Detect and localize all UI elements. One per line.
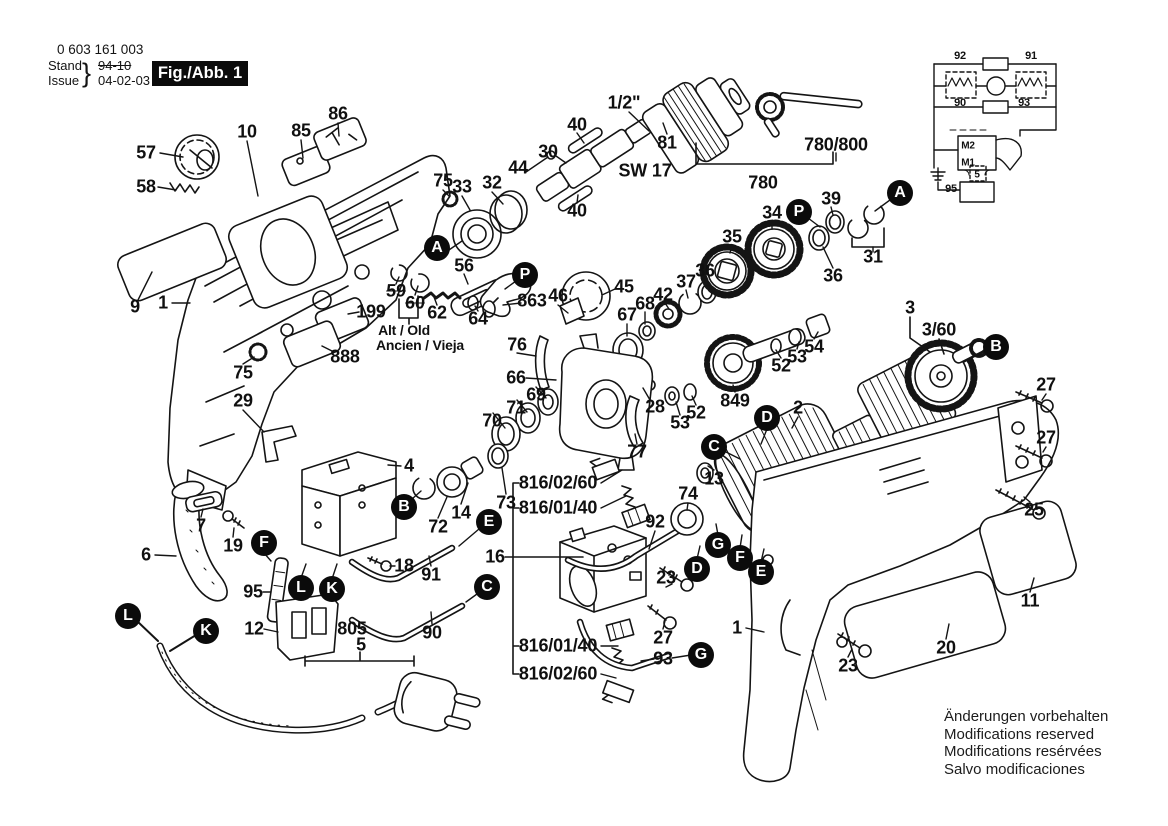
part-label-M2: M2 <box>961 140 975 152</box>
part-label-52: 52 <box>771 355 791 376</box>
label-plate-20 <box>841 568 1009 682</box>
callout-A: A <box>424 235 450 261</box>
part-label-35: 35 <box>722 226 742 247</box>
part-label-72: 72 <box>428 516 448 537</box>
callout-F: F <box>251 530 277 556</box>
part-label-40: 40 <box>567 114 587 135</box>
part-label-199: 199 <box>356 301 386 322</box>
callout-C: C <box>701 434 727 460</box>
bushing-53b <box>665 387 679 405</box>
part-label-74: 74 <box>678 483 698 504</box>
part-label-10: 10 <box>237 121 257 142</box>
part-label-46: 46 <box>548 285 568 306</box>
part-label-31: 31 <box>863 246 883 267</box>
gear-34 <box>748 223 800 275</box>
part-label-68: 68 <box>635 293 655 314</box>
part-label-95: 95 <box>945 183 957 195</box>
part-label-6: 6 <box>141 544 151 565</box>
bracket-alt-old <box>399 296 418 324</box>
part-label-12: 12 <box>244 618 264 639</box>
circlip-31a <box>848 218 868 238</box>
callout-E: E <box>476 509 502 535</box>
gear-35 <box>703 247 751 295</box>
part-label-805: 805 <box>337 618 367 639</box>
part-label-5: 5 <box>974 169 980 181</box>
part-label-3: 3 <box>905 297 915 318</box>
callout-E: E <box>748 559 774 585</box>
part-label-91: 91 <box>1025 50 1037 62</box>
part-label-780: 780 <box>748 172 778 193</box>
part-label-90: 90 <box>422 622 442 643</box>
part-label-816-01-40: 816/01/40 <box>518 635 598 656</box>
bearing-42 <box>656 302 680 326</box>
ring-52b <box>684 384 696 400</box>
part-label-11: 11 <box>1020 590 1040 611</box>
part-label-40: 40 <box>567 200 587 221</box>
bearing-72 <box>437 467 467 497</box>
switch-4 <box>302 452 396 556</box>
bushing-54 <box>805 313 831 339</box>
wire-L-lead <box>137 621 158 641</box>
part-label-Alt-Old: Alt / Old <box>378 322 430 338</box>
wire-91 <box>352 548 452 579</box>
part-label-32: 32 <box>482 172 502 193</box>
part-label-42: 42 <box>653 284 673 305</box>
part-label-888: 888 <box>330 346 360 367</box>
part-label-SW-17: SW 17 <box>618 160 672 181</box>
document-number: 0 603 161 003 <box>57 42 144 57</box>
part-label-76: 76 <box>507 334 527 355</box>
callout-K: K <box>193 618 219 644</box>
part-label-57: 57 <box>136 142 156 163</box>
bearing-bracket <box>998 396 1042 482</box>
spring-62 <box>424 293 460 298</box>
brush-clip-bottom <box>601 681 634 708</box>
part-label-92: 92 <box>645 511 665 532</box>
part-label-36: 36 <box>823 265 843 286</box>
part-label-20: 20 <box>936 637 956 658</box>
part-label-18: 18 <box>394 555 414 576</box>
part-label-67: 67 <box>617 304 637 325</box>
circlip-60 <box>411 274 429 292</box>
callout-D: D <box>754 405 780 431</box>
old-date-crossed-out: 94-10 <box>98 58 132 73</box>
part-label-90: 90 <box>954 97 966 109</box>
part-label-33: 33 <box>452 176 472 197</box>
part-label-64: 64 <box>468 308 488 329</box>
part-label-16: 16 <box>485 546 505 567</box>
chuck-key <box>757 92 862 138</box>
part-label-14: 14 <box>451 502 471 523</box>
callout-L: L <box>288 575 314 601</box>
wire-90 <box>352 606 462 639</box>
part-label-7: 7 <box>196 515 206 536</box>
part-label-95: 95 <box>243 581 263 602</box>
note-en: Modifications reserved <box>944 725 1095 743</box>
part-label-36: 36 <box>695 260 715 281</box>
callout-D: D <box>684 556 710 582</box>
issue-date: 04-02-03 <box>98 73 151 88</box>
part-label-85: 85 <box>291 120 311 141</box>
part-label-92: 92 <box>954 50 966 62</box>
part-label-19: 19 <box>223 535 243 556</box>
modification-notes <box>944 708 1108 778</box>
callout-P: P <box>786 199 812 225</box>
stand-issue-labels <box>48 58 82 88</box>
part-label-Ancien-Vieja: Ancien / Vieja <box>376 337 464 353</box>
part-label-816-02-60: 816/02/60 <box>518 472 598 493</box>
callout-K: K <box>319 576 345 602</box>
part-label-23: 23 <box>838 655 858 676</box>
bushing-68 <box>639 322 655 340</box>
screw-27-center <box>648 605 676 629</box>
part-label-59: 59 <box>385 280 407 301</box>
part-label-863: 863 <box>517 290 547 311</box>
part-label-73: 73 <box>496 492 516 513</box>
note-de: Änderungen vorbehalten <box>944 708 1109 725</box>
brush-holder-12 <box>276 594 338 660</box>
part-label-13: 13 <box>704 468 724 489</box>
part-label-44: 44 <box>508 157 528 178</box>
part-label-1: 1 <box>158 292 168 313</box>
callout-B: B <box>983 334 1009 360</box>
part-label-93: 93 <box>1018 97 1030 109</box>
brush-cap-top <box>622 504 650 527</box>
clamp-76 <box>536 336 549 390</box>
part-label-27: 27 <box>1036 374 1056 395</box>
callout-G: G <box>688 642 714 668</box>
part-label-28: 28 <box>645 396 665 417</box>
drill-chuck <box>638 59 764 179</box>
callout-C: C <box>474 574 500 600</box>
stand-label: Stand <box>48 58 82 73</box>
part-label-37: 37 <box>676 271 696 292</box>
part-label-69: 69 <box>526 384 546 405</box>
ball-44 <box>547 151 555 159</box>
part-label-66: 66 <box>506 367 526 388</box>
figure-label: Fig./Abb. 1 <box>152 61 248 86</box>
part-label-77: 77 <box>627 441 647 462</box>
part-label-3-60: 3/60 <box>921 319 957 340</box>
wire-K-lead <box>170 635 196 651</box>
callout-F: F <box>727 545 753 571</box>
part-label-93: 93 <box>653 648 673 669</box>
part-label-4: 4 <box>404 455 414 476</box>
part-label-816-02-60: 816/02/60 <box>518 663 598 684</box>
label-plate-86 <box>312 116 368 162</box>
part-label-1: 1 <box>732 617 742 638</box>
screw-18 <box>368 557 391 571</box>
brush-cap-bottom <box>606 619 633 641</box>
part-label-54: 54 <box>804 336 824 357</box>
part-label-5: 5 <box>356 634 366 655</box>
callout-B: B <box>391 494 417 520</box>
part-label-23: 23 <box>656 567 676 588</box>
part-label-M1: M1 <box>961 157 975 169</box>
part-label-75: 75 <box>433 170 453 191</box>
part-label-56: 56 <box>454 255 474 276</box>
part-label-816-01-40: 816/01/40 <box>518 497 598 518</box>
issue-label: Issue <box>48 73 80 88</box>
part-label-30: 30 <box>538 141 558 162</box>
callout-A: A <box>887 180 913 206</box>
part-label-91: 91 <box>421 564 441 585</box>
part-label-27: 27 <box>1036 427 1056 448</box>
part-label-52: 52 <box>686 402 706 423</box>
part-label-81: 81 <box>657 132 677 153</box>
callout-P: P <box>512 262 538 288</box>
note-es: Salvo modificaciones <box>944 760 1085 778</box>
part-label-70: 70 <box>482 410 502 431</box>
part-label-39: 39 <box>821 188 841 209</box>
bracket-29 <box>262 426 296 462</box>
part-label-29: 29 <box>233 390 253 411</box>
power-cord <box>160 646 404 730</box>
bracket-816 <box>513 483 519 674</box>
part-label-71: 71 <box>506 397 526 418</box>
bushing-13 <box>697 463 713 483</box>
part-label-25: 25 <box>1024 499 1044 520</box>
mains-plug <box>391 670 483 740</box>
part-label-34: 34 <box>762 202 782 223</box>
part-label-58: 58 <box>136 176 156 197</box>
part-label-1-2-: 1/2" <box>607 92 641 113</box>
part-label-53: 53 <box>787 346 807 367</box>
spring-58 <box>170 183 199 193</box>
part-label-27: 27 <box>653 627 673 648</box>
screw-23-center <box>660 567 693 591</box>
part-label-780-800: 780/800 <box>804 134 868 155</box>
part-label-53: 53 <box>670 412 690 433</box>
part-label-45: 45 <box>614 276 634 297</box>
part-label-2: 2 <box>793 397 803 418</box>
screw-19 <box>223 511 244 528</box>
wiring-schematic <box>931 58 1056 202</box>
callout-L: L <box>115 603 141 629</box>
date-brace: } <box>82 58 92 88</box>
note-fr: Modifications resérvées <box>944 743 1102 760</box>
part-label-60: 60 <box>404 292 426 313</box>
callout-G: G <box>705 532 731 558</box>
part-label-849: 849 <box>720 390 750 411</box>
date-values <box>98 58 150 88</box>
part-label-86: 86 <box>328 103 348 124</box>
shift-fork <box>481 273 531 316</box>
part-label-62: 62 <box>427 302 447 323</box>
part-label-75: 75 <box>233 362 253 383</box>
part-label-9: 9 <box>130 296 140 317</box>
